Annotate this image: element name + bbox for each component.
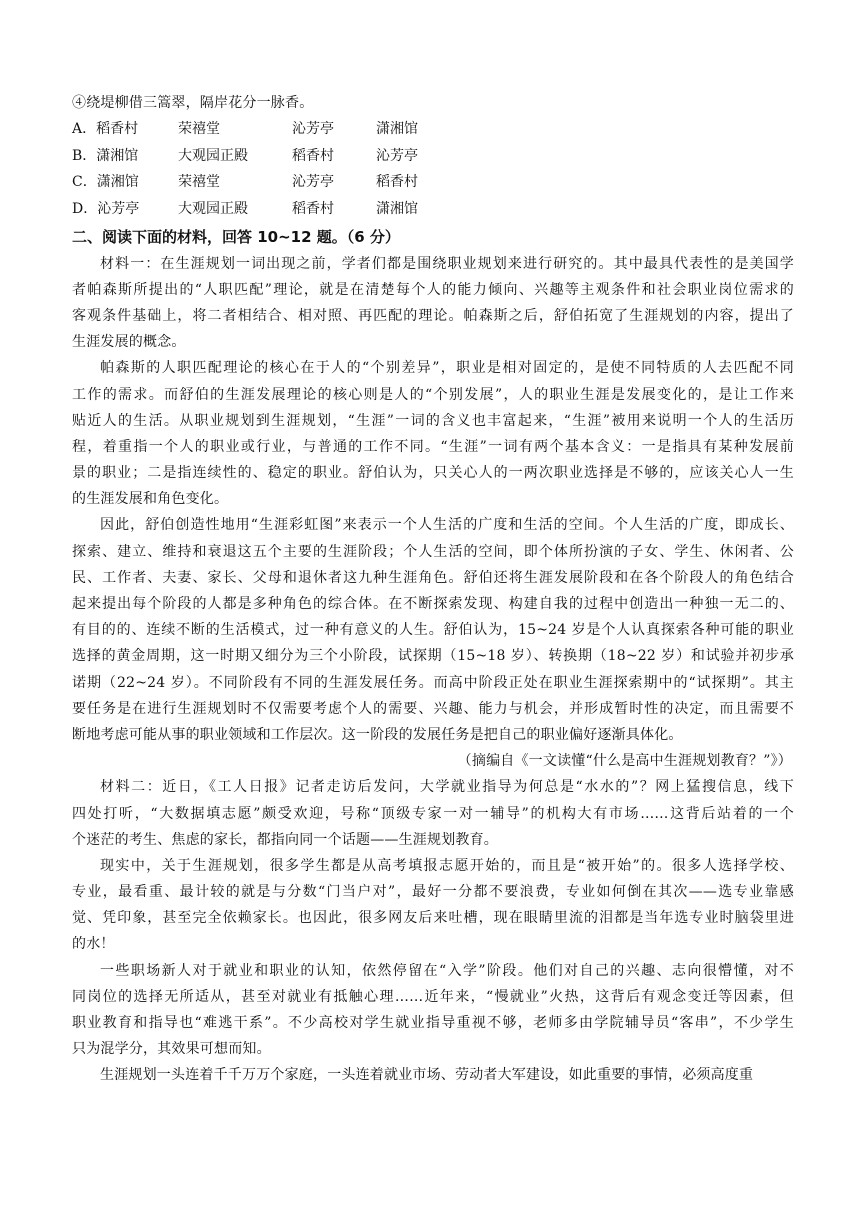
option-b-letter-first: B．潇湘馆 [72,147,139,164]
text-line: 的生涯发展和角色变化。 [72,491,229,508]
text-line: 有目的的、连续不断的生活模式，过一种有意义的人生。舒伯认为，15~24 岁是个人认真探索各种可能的职业 [72,622,794,639]
paragraph [72,355,794,512]
text-line: 民、工作者、夫妻、家长、父母和退休者这九种生涯角色。舒伯还将生涯发展阶段和在各个阶段人的角色结合 [72,569,794,586]
text-line: 诺期（22~24 岁）。不同阶段有不同的生涯发展任务。而高中阶段正处在职业生涯探索期中的“试探期”。其主 [72,674,794,691]
option-a [72,116,794,143]
option-b [72,143,794,170]
option-c-item-2: 荣禧堂 [178,174,220,191]
text-line: 一些职场新人对于就业和职业的认知，依然停留在“入学”阶段。他们对自己的兴趣、志向很懵懂，对不 [100,962,794,979]
option-d-item-3: 稻香村 [292,200,334,217]
option-d-letter-first: D．沁芳亭 [72,200,140,217]
option-b-item-2: 大观园正殿 [178,147,248,164]
option-b-item-4: 沁芳亭 [376,147,418,164]
text-line: 要任务是在进行生涯规划时不仅需要考虑个人的需要、兴趣、能力与机会，并形成暂时性的决定，而且需要不 [72,700,794,717]
paragraph [72,958,794,1063]
option-c [72,169,794,196]
source-citation: （摘编自《一文读懂“什么是高中生涯规划教育？”》） [457,753,792,770]
text-line: 同岗位的选择无所适从，甚至对就业有抵触心理……近年来，“慢就业”火热，这背后有观念变迁等因素，但 [72,988,794,1005]
paragraph [72,251,794,356]
text-line: 起来提出每个阶段的人都是多种角色的综合体。在不断探索发现、构建自我的过程中创造出一种独一无二的、 [72,596,794,612]
option-d [72,196,794,223]
text-line: 个迷茫的考生、焦虑的家长，都指向同一个话题——生涯规划教育。 [72,831,498,848]
material-one [72,251,794,749]
text-line: 因此，舒伯创造性地用“生涯彩虹图”来表示一个人生活的广度和生活的空间。个人生活的广度，即成长、 [100,517,794,534]
option-c-letter-first: C．潇湘馆 [72,174,139,191]
option-a-item-2: 荣禧堂 [178,121,220,138]
section-heading: 二、阅读下面的材料，回答 10~12 题。（6 分） [72,227,400,246]
text-line: 现实中，关于生涯规划，很多学生都是从高考填报志愿开始的，而且是“被开始”的。很多人选择学校、 [100,857,794,874]
material-two [72,774,794,1088]
text-line: 选择的黄金周期，这一时期又细分为三个小阶段，试探期（15~18 岁）、转换期（18~22 岁）和试验并初步承 [72,648,794,665]
text-line: 职业教育和指导也“难逃干系”。不少高校对学生就业指导重视不够，老师多由学院辅导员“客串”，不少学生 [72,1015,794,1031]
option-b-item-3: 稻香村 [292,147,334,164]
text-line: 景的职业；二是指连续性的、稳定的职业。舒伯认为，只关心人的一两次职业选择是不够的，应该关心人一生 [72,465,794,482]
option-d-item-4: 潇湘馆 [376,200,418,217]
text-line: 探索、建立、维持和衰退这五个主要的生涯阶段；个人生活的空间，即个体所扮演的子女、学生、休闲者、公 [72,543,794,560]
option-a-item-4: 潇湘馆 [376,121,418,138]
paragraph [72,512,794,748]
paragraph [72,853,794,958]
text-line: 四处打听，“大数据填志愿”颇受欢迎，号称“顶级专家一对一辅导”的机构大有市场……这背后站着的一个 [72,805,794,822]
answer-options [72,116,794,222]
option-c-item-3: 沁芳亭 [292,174,334,191]
text-line: 贴近人的生活。从职业规划到生涯规划，“生涯”一词的含义也丰富起来，“生涯”被用来说明一个人的生活历 [72,412,794,429]
text-line: 的水！ [72,936,115,953]
text-line: 只为混学分，其效果可想而知。 [72,1041,271,1058]
option-a-letter-first: A．稻香村 [72,121,139,138]
option-d-item-2: 大观园正殿 [178,200,248,217]
exam-page [72,90,794,1089]
text-line: 工作的需求。而舒伯的生涯发展理论的核心则是人的“个别发展”，人的职业生涯是发展变化的，是让工作来 [72,386,794,403]
option-a-item-3: 沁芳亭 [292,121,334,138]
text-line: 程，着重指一个人的职业或行业，与普通的工作不同。“生涯”一词有两个基本含义：一是指具有某种发展前 [72,438,794,455]
text-line: 帕森斯的人职匹配理论的核心在于人的“个别差异”，职业是相对固定的，是使不同特质的人去匹配不同 [100,360,794,377]
text-line: 专业，最看重、最计较的就是与分数“门当户对”，最好一分都不要浪费，专业如何倒在其次——选专业靠感 [72,884,794,901]
text-line: 生涯发展的概念。 [72,334,186,351]
text-line: 客观条件基础上，将二者相结合、相对照、再匹配的理论。帕森斯之后，舒伯拓宽了生涯规划的内容，提出了 [72,307,794,324]
poem-line: ④绕堤柳借三篙翠，隔岸花分一脉香。 [72,95,314,111]
paragraph [72,774,794,853]
paragraph [72,1062,794,1088]
text-line: 觉、凭印象，甚至完全依赖家长。也因此，很多网友后来吐槽，现在眼睛里流的泪都是当年选专业时脑袋里进 [72,910,794,927]
option-c-item-4: 稻香村 [376,174,418,191]
text-line: 生涯规划一头连着千千万万个家庭，一头连着就业市场、劳动者大军建设，如此重要的事情，必须高度重 [100,1067,754,1084]
text-line: 断地考虑可能从事的职业领域和工作层次。这一阶段的发展任务是把自己的职业偏好逐渐具体化。 [72,726,683,743]
text-line: 者帕森斯所提出的“人职匹配”理论，就是在清楚每个人的能力倾向、兴趣等主观条件和社会职业岗位需求的 [72,281,794,298]
text-line: 材料一：在生涯规划一词出现之前，学者们都是围绕职业规划来进行研究的。其中最具代表性的是美国学 [100,255,794,272]
text-line: 材料二：近日，《工人日报》记者走访后发问，大学就业指导为何总是“水水的”？网上猛搜信息，线下 [100,779,794,796]
